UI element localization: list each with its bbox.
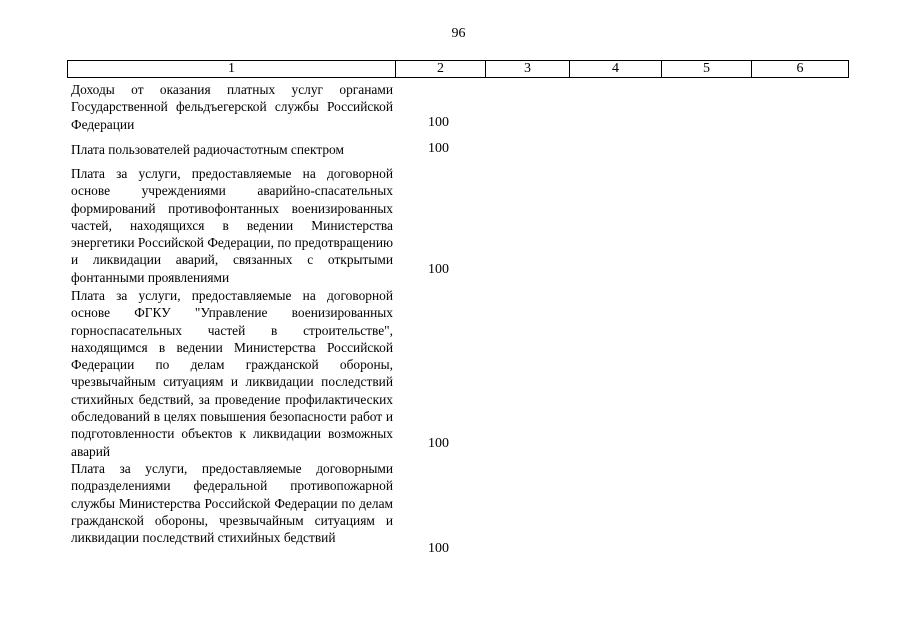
column-header-2: 2	[396, 61, 486, 78]
row-text-anti-fountain-units: Плата за услуги, предоставляемые на договорной основе учреждениями аварийно-спасательных формирований противофонтанных военизированных частей, находящихся в ведении Министерства энергетики Российской Федерации, по предотвращению и ликвидации аварий, связанных с открытыми фонтанными проявлениями	[71, 166, 393, 285]
column-header-3: 3	[486, 61, 570, 78]
row-text-radio-spectrum: Плата пользователей радиочастотным спектром	[71, 142, 344, 157]
page-number: 96	[451, 26, 466, 41]
column-header-row	[68, 61, 849, 78]
row-value-state-courier-service: 100	[428, 115, 449, 130]
row-value-radio-spectrum: 100	[428, 141, 449, 156]
column-header-1: 1	[68, 61, 396, 78]
column-header-table	[67, 60, 849, 78]
row-value-mine-rescue-units: 100	[428, 436, 449, 451]
row-value-fire-service-units: 100	[428, 541, 449, 556]
row-text-fire-service-units: Плата за услуги, предоставляемые договорными подразделениями федеральной противопожарной службы Министерства Российской Федерации по делам гражданской обороны, чрезвычайным ситуациям и ликвидации последствий стихийных бедствий	[71, 461, 393, 546]
column-header-5: 5	[662, 61, 752, 78]
row-value-anti-fountain-units: 100	[428, 262, 449, 277]
row-text-state-courier-service: Доходы от оказания платных услуг органами Государственной фельдъегерской службы Российской Федерации	[71, 82, 393, 132]
row-text-mine-rescue-units: Плата за услуги, предоставляемые на договорной основе ФГКУ "Управление военизированных горноспасательных частей в строительстве", находящимся в ведении Министерства Российской Федерации по делам гражданской обороны, чрезвычайным ситуациям и ликвидации последствий стихийных бедствий, за проведение профилактических обследований в целях повышения безопасности работ и подготовленности объектов к ликвидации возможных аварий	[71, 288, 393, 459]
column-header-6: 6	[752, 61, 849, 78]
column-header-4: 4	[570, 61, 662, 78]
